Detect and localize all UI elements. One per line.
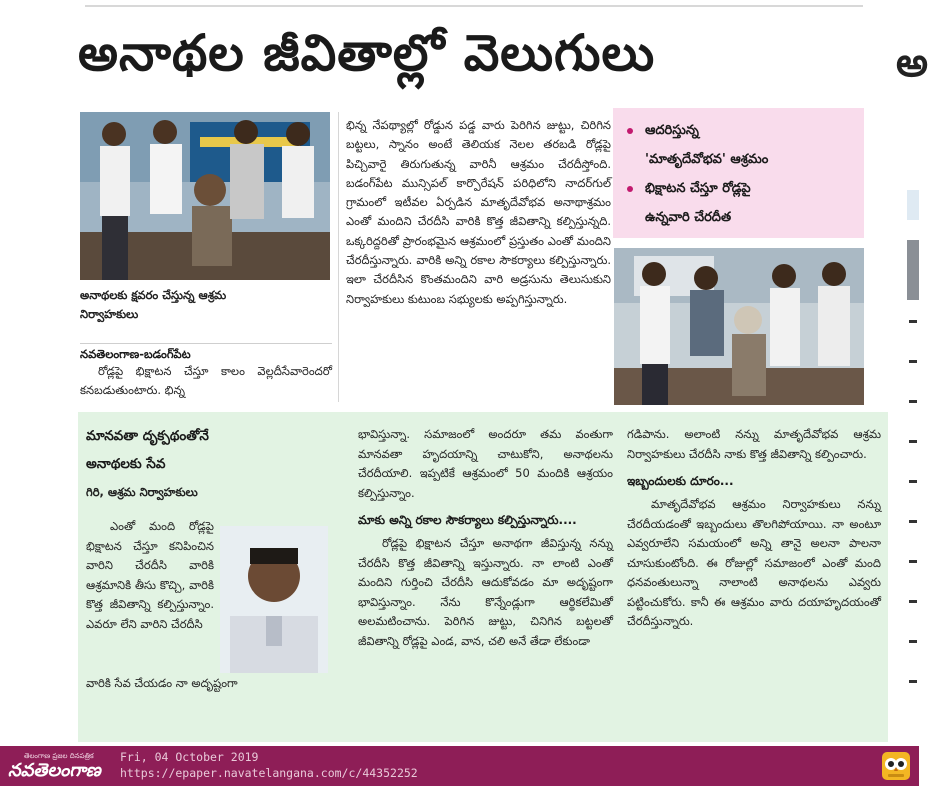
sidebar-subhead-1: మాకు అన్ని రకాల సౌకర్యాలు కల్పిస్తున్నారు.... [358, 513, 577, 527]
article-body-left: రోడ్లపై భిక్షాటన చేస్తూ కాలం వెల్లదీసేవారెందరో కనబడుతుంటారు. భిన్న [80, 364, 332, 398]
bullet-icon [627, 128, 633, 134]
logo-tagline: తెలంగాణ ప్రజల దినపత్రిక [24, 752, 94, 760]
sidebar-title: మానవతా దృక్పథంతోనే అనాథలకు సేవ [86, 428, 209, 472]
edition-date: Fri, 04 October 2019 [120, 750, 259, 764]
photo1-caption: అనాథలకు క్షవరం చేస్తున్న ఆశ్రమ నిర్వాహకులు [80, 288, 227, 321]
logo-name: నవతెలంగాణ [8, 760, 101, 781]
sidebar-body-part2: వారికి సేవ చేయడం నా అదృష్టంగా [86, 676, 238, 690]
column-divider [338, 112, 339, 402]
sidebar-body-part1: ఎంతో మంది రోడ్లపై భిక్షాటన చేస్తూ కనిపించిన వారిని చేరదీసి వారికి ఆశ్రమానికి తీసు కొచ్చి, వారికి కొత్త జీవితాన్ని కల్పిస్తున్నాం. ఎవరూ లేని వారిని చేరదీసి [86, 519, 214, 631]
highlight-item: భిక్షాటన చేస్తూ రోడ్లపై ఉన్నవారి చేరదీత [623, 174, 858, 232]
photo-haircut-left [80, 112, 330, 280]
adjacent-article-fragment: అ [896, 40, 928, 86]
epaper-link[interactable]: https://epaper.navatelangana.com/c/44352252 [120, 766, 418, 780]
headline: అనాథల జీవితాల్లో వెలుగులు [78, 24, 656, 82]
bullet-icon [627, 186, 633, 192]
sidebar-subhead-2: ఇబ్బందులకు దూరం... [627, 474, 734, 488]
portrait-photo [220, 526, 328, 673]
dateline: నవతెలంగాణ-బడంగ్‌పేట [80, 343, 332, 362]
newspaper-logo[interactable] [8, 752, 114, 782]
sidebar-column-2: భావిస్తున్నా. సమాజంలో అందరూ తమ వంతుగా మానవతా హృదయాన్ని చాటుకోని, అనాథలను చేరదీయాలి. ఇప్పటికే ఆశ్రమంలో 50 మందికి ఆశ్రయం కల్పిస్తున్నాం. మాకు అన్ని రకాల సౌకర్యాలు కల్పిస్తున్నారు.... రోడ్లపై భిక్షాటన చేస్తూ అనాథగా జీవిస్తున్న నన్ను చేరదీసి కొత్త జీవితాన్ని ఇస్తున్నారు. నా లాంటి ఎంతో మందిని గుర్తించి చేరదీసి ఆదుకోవడం మా అదృష్టంగా భావిస్తున్నాం. నేను కొన్నేండ్లుగా ఆర్థికలేమితో అలమటించాను. పెరిగిన జుట్టు, చినిగిన బట్టలతో జీవితాన్ని రోడ్లపై ఎండ, వాన, చలి అనే తేడా లేకుండా [358, 427, 613, 648]
article-body-center: భిన్న నేపథ్యాల్లో రోడ్డున పడ్డ వారు పెరిగిన జుట్టు, చిరిగిన బట్టలు, స్నానం అంటే తెలియక నెలల తరబడి రోడ్లపై పిచ్చివారై తిరుగుతున్న వారినీ ఆశ్రమం చేరదీస్తోంది. బడంగ్‌పేట మున్సిపల్ కార్పొరేషన్ పరిధిలోని నాదర్‌గుల్ గ్రామంలో ఇటీవల ఏర్పడిన మాతృదేవోభవ అనాథాశ్రమం ఎంతో మందిని చేరదీసి వారికి కొత్త జీవితాన్ని కల్పిస్తున్నది. ఒక్కరిద్దరితో ప్రారంభమైన ఆశ్రమంలో ప్రస్తుతం ఎంతో మందిని చేరదీస్తున్నారు. వారికి అన్ని రకాల సౌకర్యాలు కల్పిస్తున్నారు. ఇలా చేరదీసిన కొంతమందిని వారి అడ్రసును తెలుసుకుని నిర్వాహకులు కుటుంబ సభ్యులకు అప్పగిస్తున్నారు. [346, 118, 611, 306]
epaper-footer [0, 746, 919, 786]
highlight-item: ఆదరిస్తున్న 'మాతృదేవోభవ' ఆశ్రమం [623, 116, 858, 174]
highlights-box [613, 108, 864, 238]
photo-haircut-right [614, 248, 864, 405]
adjacent-article-edge [903, 180, 919, 740]
owl-icon[interactable] [880, 750, 912, 782]
sidebar-byline: గిరి, ఆశ్రమ నిర్వాహకులు [86, 485, 198, 499]
top-rule [85, 5, 863, 7]
sidebar-column-3: గడిపాను. అలాంటి నన్ను మాతృదేవోభవ ఆశ్రమ నిర్వాహకులు చేరదీసి నాకు కొత్త జీవితాన్ని కల్పించారు. ఇబ్బందులకు దూరం... మాతృదేవోభవ ఆశ్రమం నిర్వాహకులు నన్ను చేరదీయడంతో ఇబ్బందులు తొలగిపోయాయి. నా అంటూ ఎవ్వరూలేని సమయంలో అన్ని తానై అలనా పాలనా చూసుకుంటోంది. ఈ రోజుల్లో సమాజంలో ఎంతో మంది ధనవంతులున్నా నాలాంటి అనాథలను ఎవ్వరు పట్టించుకోరు. కానీ ఈ ఆశ్రమం వారు దయాహృదయంతో చేరదీస్తున్నారు. [627, 427, 881, 628]
